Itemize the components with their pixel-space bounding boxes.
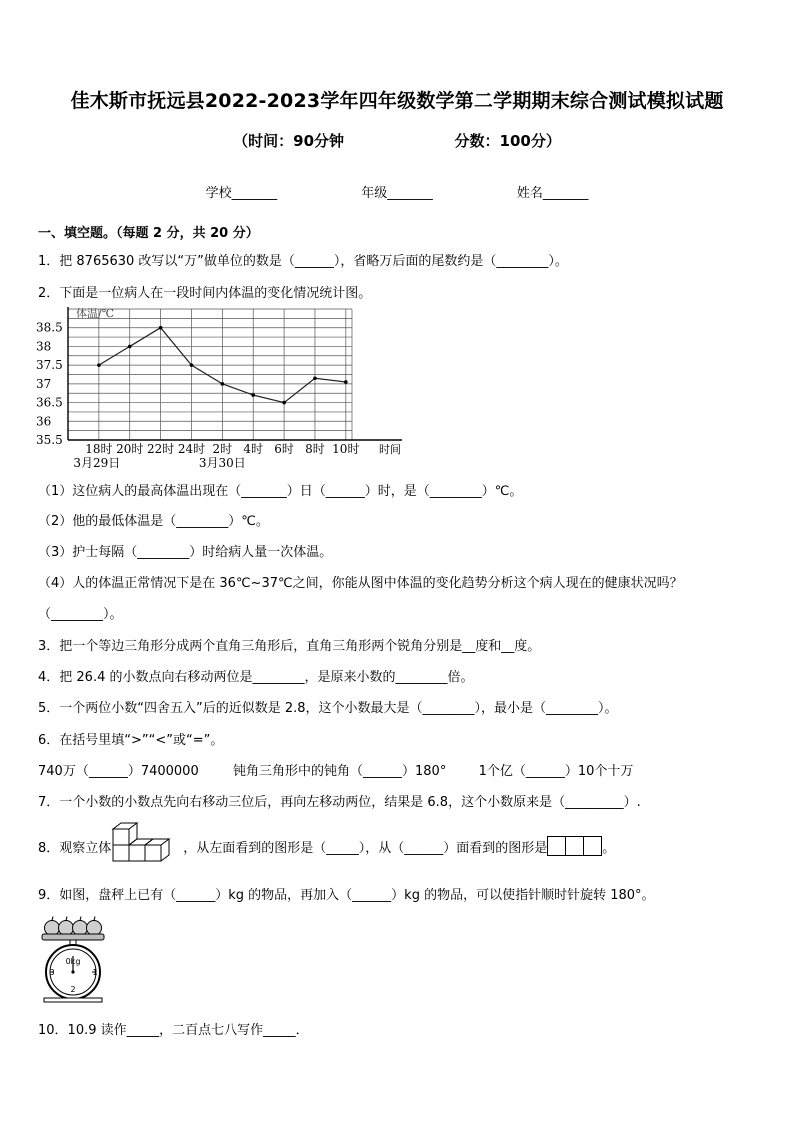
y-tick-label: 36 [36, 414, 52, 429]
data-point [190, 363, 194, 367]
y-tick-label: 36.5 [36, 395, 63, 410]
name-field[interactable]: 姓名_______ [516, 186, 589, 201]
x-tick-label: 22时 [146, 442, 175, 456]
data-point [313, 376, 317, 380]
scale-right-label: 1 [92, 968, 98, 977]
x-axis-label: 时间 [379, 443, 401, 456]
exam-score: 分数：100分） [454, 132, 561, 150]
date-label: 3月29日 [73, 456, 121, 470]
question-9: 9．如图，盘秤上已有（______）kg 的物品，再加入（______）kg 的物品，可以使指针顺时针旋转 180°。 [38, 888, 655, 903]
student-info [0, 182, 794, 201]
y-tick-label: 35.5 [36, 433, 63, 447]
data-point [221, 382, 225, 386]
data-point [128, 345, 132, 349]
question-4: 4．把 26.4 的小数点向右移动两位是________，是原来小数的________倍。 [38, 670, 474, 685]
x-tick-label: 4时 [243, 442, 264, 456]
x-tick-label: 2时 [212, 442, 233, 456]
question-6: 6．在括号里填“>”“<”或“=”。 [38, 733, 224, 748]
question-6-items [38, 760, 633, 779]
question-8-text: ，从左面看到的图形是（_____），从（______）面看到的图形是 [183, 840, 548, 856]
x-tick-label: 8时 [305, 442, 325, 456]
data-point [251, 393, 255, 397]
y-tick-label: 37.5 [36, 358, 63, 373]
data-point [344, 380, 348, 384]
question-8-intro: 8．观察立体 [38, 840, 112, 856]
question-2-1: （1）这位病人的最高体温出现在（_______）日（______）时，是（________）℃。 [38, 484, 523, 499]
question-8 [38, 828, 615, 864]
question-2-3: （3）护士每隔（________）时给病人量一次体温。 [38, 545, 333, 560]
exam-time: （时间：90分钟 [233, 132, 345, 150]
question-2-2: （2）他的最低体温是（________）℃。 [38, 514, 269, 529]
question-5: 5．一个两位小数“四舍五入”后的近似数是 2.8，这个小数最大是（________），最小是（________）。 [38, 701, 618, 716]
data-point [282, 401, 286, 405]
school-field[interactable]: 学校_______ [205, 186, 278, 201]
question-3: 3．把一个等边三角形分成两个直角三角形后，直角三角形两个锐角分别是__度和__度。 [38, 639, 541, 654]
question-10: 10．10.9 读作_____，二百点七八写作_____． [38, 1023, 309, 1038]
chart-svg [30, 303, 430, 475]
scale-zero-label: 0kg [65, 957, 81, 966]
date-label: 3月30日 [198, 456, 246, 470]
x-tick-label: 24时 [177, 442, 206, 456]
x-tick-label: 6时 [274, 442, 294, 456]
question-2: 2．下面是一位病人在一段时间内体温的变化情况统计图。 [38, 286, 372, 301]
question-6a: 740万（______）7400000 [38, 764, 199, 779]
x-tick-label: 18时 [85, 442, 113, 456]
section-heading: 一、填空题。（每题 2 分，共 20 分） [38, 226, 259, 241]
three-square-view-icon [547, 836, 602, 856]
temperature-chart [30, 303, 430, 479]
y-tick-label: 38 [36, 339, 52, 354]
cube-solid-icon [111, 819, 183, 867]
y-tick-label: 38.5 [36, 320, 63, 335]
question-8-end: 。 [602, 840, 616, 856]
question-6b: 钝角三角形中的钝角（______）180° [233, 764, 447, 779]
x-tick-label: 10时 [332, 442, 360, 456]
question-6c: 1个亿（______）10个十万 [478, 764, 634, 779]
page-title: 佳木斯市抚远县2022-2023学年四年级数学第二学期期末综合测试模拟试题 [70, 90, 724, 112]
scale-svg [38, 914, 108, 1004]
scale-bottom-label: 2 [70, 985, 76, 994]
grade-field[interactable]: 年级_______ [361, 186, 433, 201]
x-tick-label: 20时 [116, 442, 144, 456]
data-point [97, 363, 101, 367]
question-2-4-answer: （________）。 [38, 607, 123, 622]
question-7: 7．一个小数的小数点先向右移动三位后，再向左移动两位，结果是 6.8，这个小数原来是（_________）. [38, 795, 641, 810]
question-2-4: （4）人的体温正常情况下是在 36℃~37℃之间，你能从图中体温的变化趋势分析这个病人现在的健康状况吗？ [38, 576, 683, 591]
data-point [159, 326, 163, 330]
scale-left-label: 3 [49, 968, 55, 977]
exam-meta [0, 130, 794, 151]
y-axis-label: 体温/℃ [76, 307, 115, 320]
y-tick-label: 37 [36, 376, 52, 391]
question-1: 1．把 8765630 改写以“万”做单位的数是（______），省略万后面的尾数约是（________）。 [38, 254, 568, 269]
platform-scale-figure [38, 914, 108, 1008]
